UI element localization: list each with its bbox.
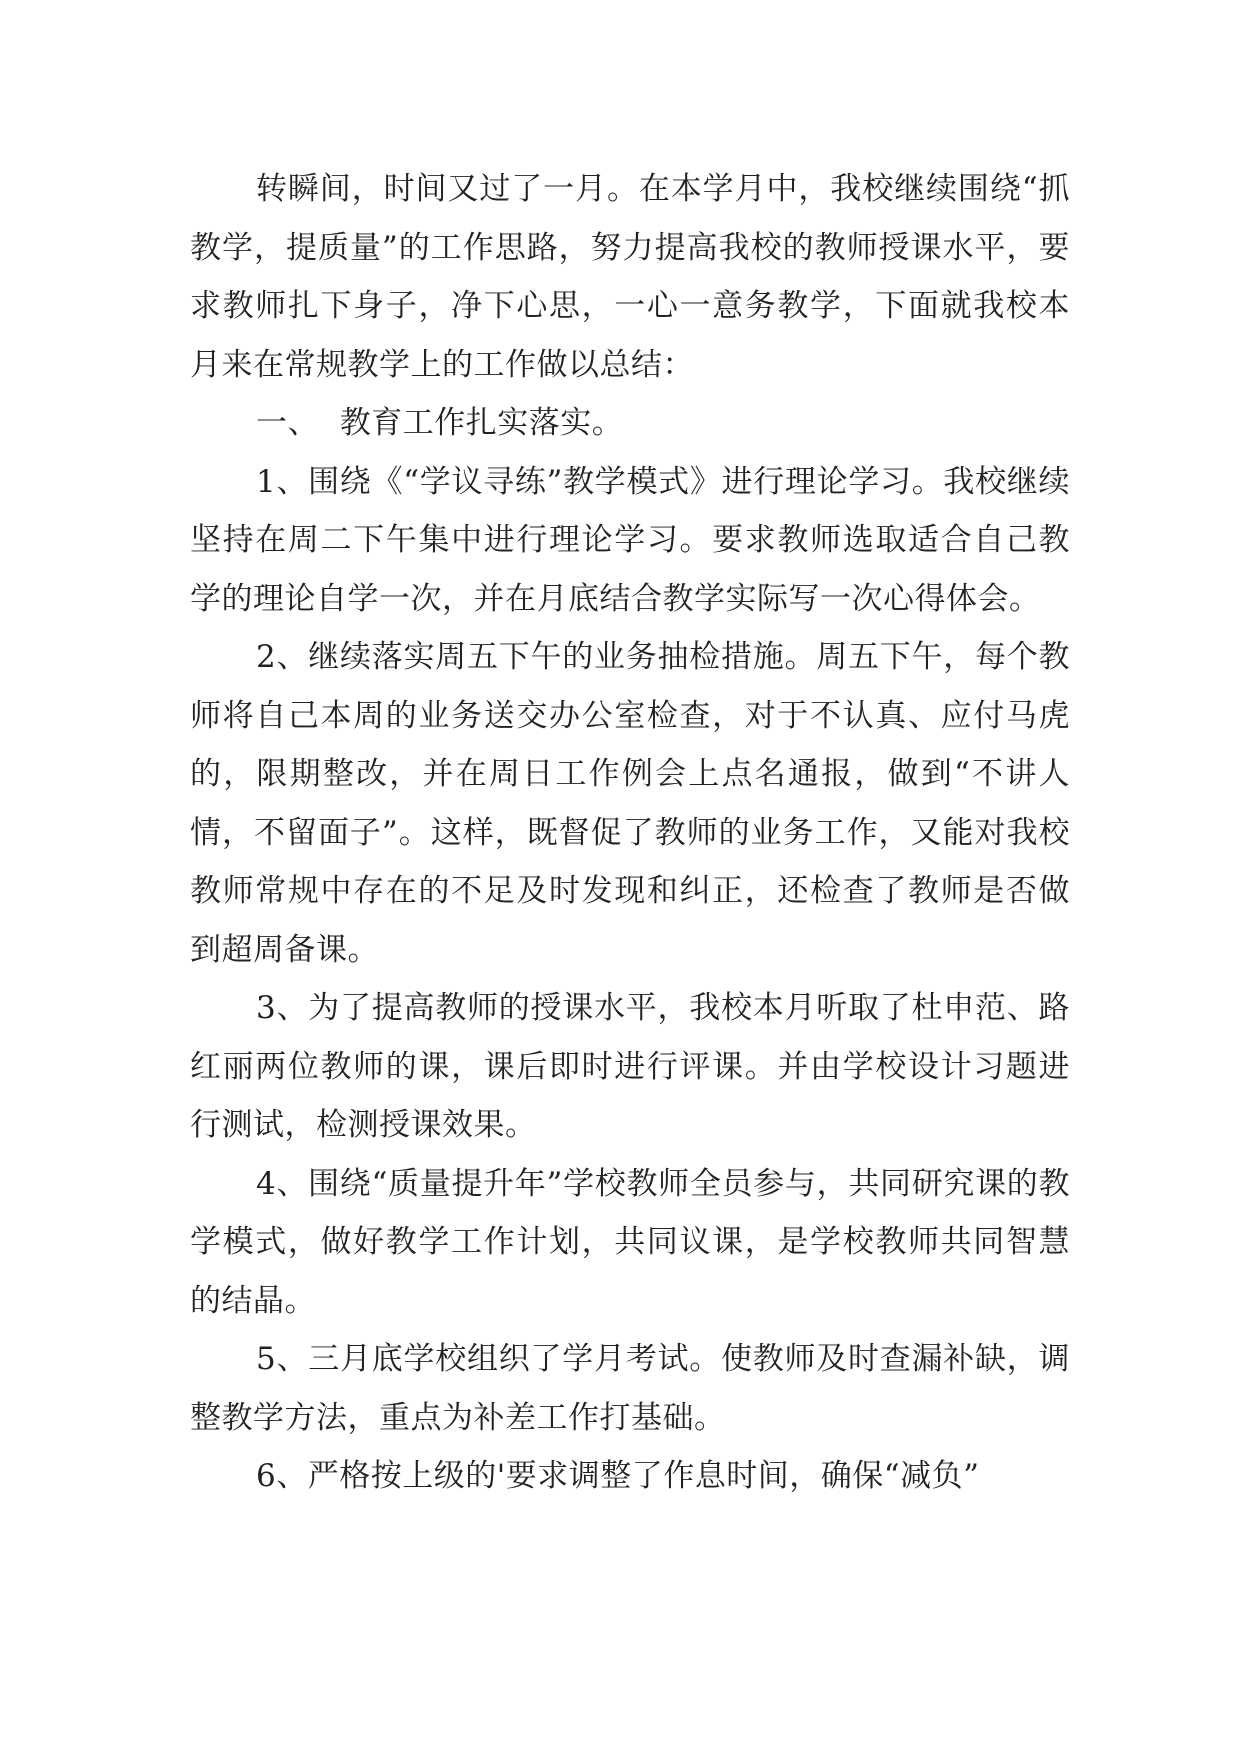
document-body — [190, 160, 1070, 1506]
paragraph-item-3: 3、为了提高教师的授课水平，我校本月听取了杜申范、路红丽两位教师的课，课后即时进行评课。并由学校设计习题进行测试，检测授课效果。 — [190, 990, 1070, 1143]
paragraph-intro: 转瞬间，时间又过了一月。在本学月中，我校继续围绕“抓教学，提质量”的工作思路，努力提高我校的教师授课水平，要求教师扎下身子，净下心思，一心一意务教学，下面就我校本月来在常规教学上的工作做以总结： — [190, 171, 1070, 383]
paragraph-item-2: 2、继续落实周五下午的业务抽检措施。周五下午，每个教师将自己本周的业务送交办公室检查，对于不认真、应付马虎的，限期整改，并在周日工作例会上点名通报，做到“不讲人情，不留面子”。这样，既督促了教师的业务工作，又能对我校教师常规中存在的不足及时发现和纠正，还检查了教师是否做到超周备课。 — [190, 639, 1070, 968]
paragraph-item-6: 6、严格按上级的'要求调整了作息时间，确保“减负” — [256, 1458, 980, 1494]
section-heading: 一、 教育工作扎实落实。 — [256, 405, 624, 441]
paragraph-item-1: 1、围绕《“学议寻练”教学模式》进行理论学习。我校继续坚持在周二下午集中进行理论学习。要求教师选取适合自己教学的理论自学一次，并在月底结合教学实际写一次心得体会。 — [190, 463, 1070, 617]
paragraph-item-5: 5、三月底学校组织了学月考试。使教师及时查漏补缺，调整教学方法，重点为补差工作打基础。 — [190, 1341, 1070, 1436]
paragraph-item-4: 4、围绕“质量提升年”学校教师全员参与，共同研究课的教学模式，做好教学工作计划，共同议课，是学校教师共同智慧的结晶。 — [190, 1165, 1070, 1319]
